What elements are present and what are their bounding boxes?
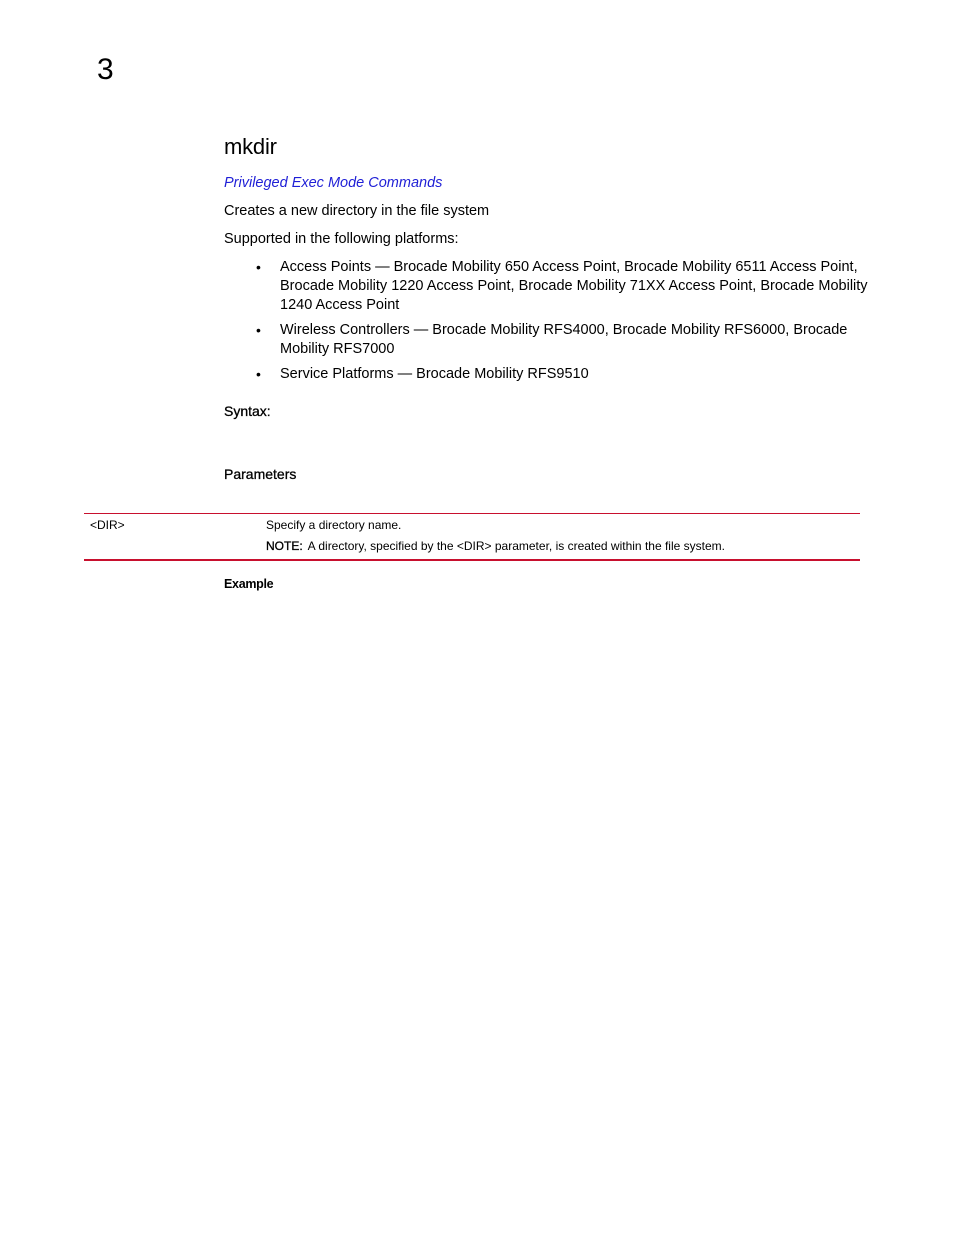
parameter-description: Specify a directory name. bbox=[266, 518, 402, 532]
page-title: mkdir bbox=[224, 134, 277, 159]
bullet-icon: • bbox=[256, 322, 261, 338]
platform-service-platforms: Service Platforms — Brocade Mobility RFS9510 bbox=[280, 366, 589, 382]
platform-access-points: Access Points — Brocade Mobility 650 Access Point, Brocade Mobility 6511 Access Point, Brocade Mobility 1220 Access Point, Brocade Mobility 71XX Access Point, Brocade Mobility 1240 Access Point bbox=[280, 259, 868, 313]
note-text: A directory, specified by the <DIR> parameter, is created within the file system. bbox=[307, 539, 725, 553]
list-item bbox=[224, 321, 874, 359]
platform-list bbox=[224, 258, 874, 390]
bullet-icon: • bbox=[256, 259, 261, 275]
parameters-table bbox=[84, 513, 860, 561]
privileged-exec-mode-link[interactable]: Privileged Exec Mode Commands bbox=[224, 175, 443, 191]
list-item bbox=[224, 365, 874, 384]
command-description: Creates a new directory in the file system bbox=[224, 203, 490, 219]
example-heading: Example bbox=[224, 577, 274, 591]
list-item bbox=[224, 258, 874, 315]
syntax-heading: Syntax: bbox=[224, 403, 271, 419]
parameters-heading: Parameters bbox=[224, 466, 297, 482]
supported-platforms-intro: Supported in the following platforms: bbox=[224, 231, 459, 247]
platform-wireless-controllers: Wireless Controllers — Brocade Mobility RFS4000, Brocade Mobility RFS6000, Brocade Mobility RFS7000 bbox=[280, 322, 848, 357]
parameter-note bbox=[266, 538, 725, 554]
note-label: NOTE: bbox=[266, 539, 303, 553]
bullet-icon: • bbox=[256, 366, 261, 382]
chapter-number: 3 bbox=[97, 53, 114, 86]
parameter-name: <DIR> bbox=[90, 518, 125, 532]
